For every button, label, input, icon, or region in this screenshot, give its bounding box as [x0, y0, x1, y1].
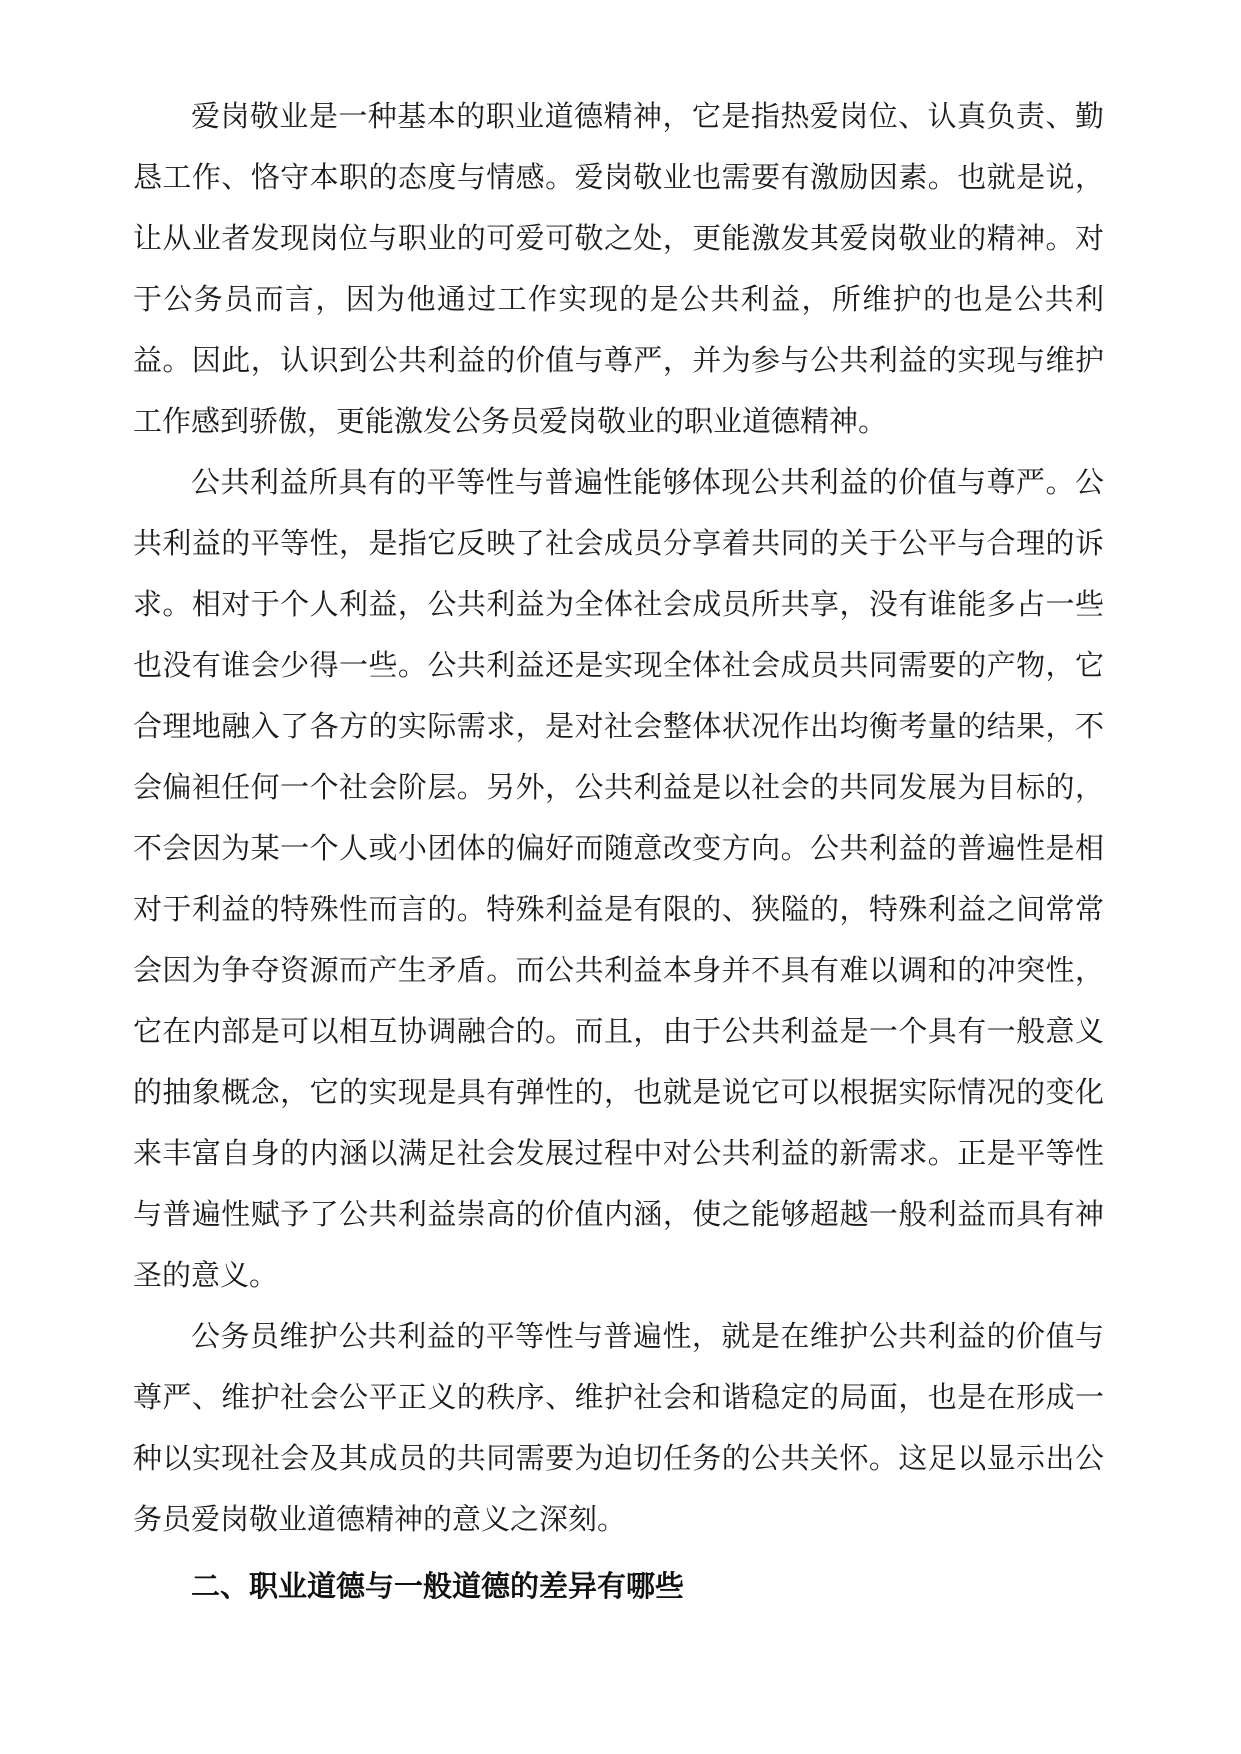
paragraph-3: 公务员维护公共利益的平等性与普遍性，就是在维护公共利益的价值与尊严、维护社会公平正义的秩序、维护社会和谐稳定的局面，也是在形成一种以实现社会及其成员的共同需要为迫切任务的公共关怀。这足以显示出公务员爱岗敬业道德精神的意义之深刻。 [133, 1319, 1104, 1536]
paragraph-1: 爱岗敬业是一种基本的职业道德精神，它是指热爱岗位、认真负责、勤恳工作、恪守本职的态度与情感。爱岗敬业也需要有激励因素。也就是说，让从业者发现岗位与职业的可爱可敬之处，更能激发其爱岗敬业的精神。对于公务员而言，因为他通过工作实现的是公共利益，所维护的也是公共利益。因此，认识到公共利益的价值与尊严，并为参与公共利益的实现与维护工作感到骄傲，更能激发公务员爱岗敬业的职业道德精神。 [133, 99, 1104, 438]
paragraph-2: 公共利益所具有的平等性与普遍性能够体现公共利益的价值与尊严。公共利益的平等性，是指它反映了社会成员分享着共同的关于公平与合理的诉求。相对于个人利益，公共利益为全体社会成员所共享，没有谁能多占一些也没有谁会少得一些。公共利益还是实现全体社会成员共同需要的产物，它合理地融入了各方的实际需求，是对社会整体状况作出均衡考量的结果，不会偏袒任何一个社会阶层。另外，公共利益是以社会的共同发展为目标的，不会因为某一个人或小团体的偏好而随意改变方向。公共利益的普遍性是相对于利益的特殊性而言的。特殊利益是有限的、狭隘的，特殊利益之间常常会因为争夺资源而产生矛盾。而公共利益本身并不具有难以调和的冲突性，它在内部是可以相互协调融合的。而且，由于公共利益是一个具有一般意义的抽象概念，它的实现是具有弹性的，也就是说它可以根据实际情况的变化来丰富自身的内涵以满足社会发展过程中对公共利益的新需求。正是平等性与普遍性赋予了公共利益崇高的价值内涵，使之能够超越一般利益而具有神圣的意义。 [133, 465, 1104, 1292]
section-heading: 二、职业道德与一般道德的差异有哪些 [191, 1569, 685, 1603]
document-body [133, 86, 1104, 1550]
